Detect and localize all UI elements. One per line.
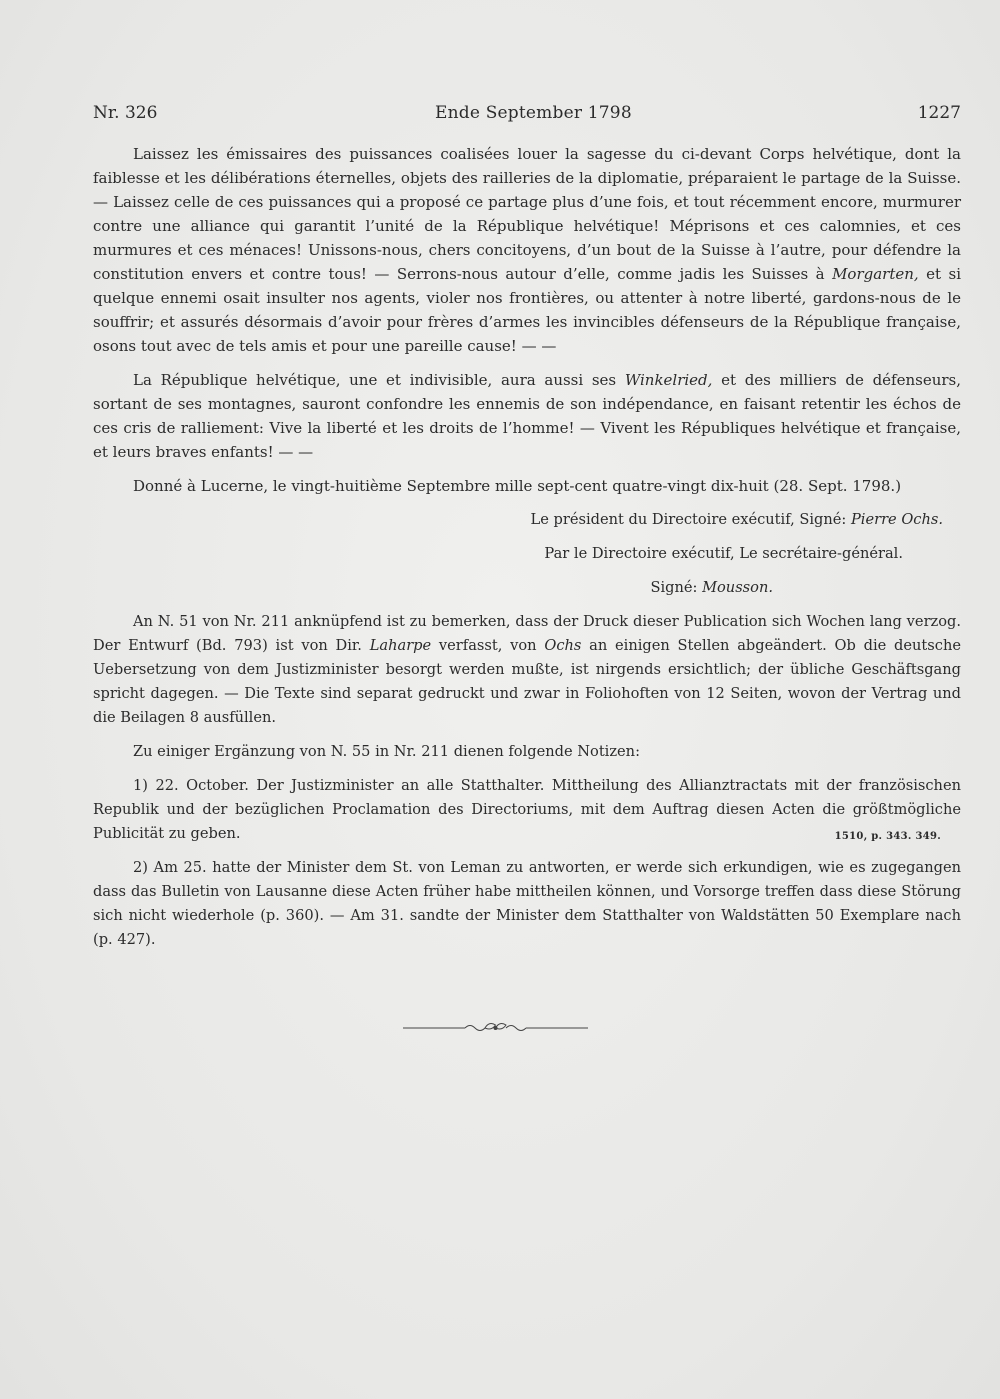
- signature-president-text: Le président du Directoire exécutif, Signé:: [530, 511, 851, 528]
- winkelried-emphasis: Winkelried,: [624, 371, 713, 389]
- signature-president-name: Pierre Ochs.: [850, 511, 943, 528]
- paragraph-2-text-a: La République helvétique, une et indivisible, aura aussi ses: [133, 371, 625, 389]
- page-number: 1227: [917, 103, 961, 123]
- document-number: Nr. 326: [93, 103, 158, 123]
- note-2: 2) Am 25. hatte der Minister dem St. von Leman zu antworten, er werde sich erkundigen, wie es zugegangen dass das Bulletin von Lausanne diese Acten früher habe mittheilen können, und Vorsorge treffen dass diese Störung sich nicht wiederhole (p. 360). — Am 31. sandte der Minister dem Statthalter von Waldstätten 50 Exemplare nach (p. 427).: [93, 859, 961, 948]
- paragraph-1-text-a: Laissez les émissaires des puissances coalisées louer la sagesse du ci-devant Corps helvétique, dont la faiblesse et les délibérations éternelles, objets des railleries de la diplomatie, préparaient le partage de la Suisse. — Laissez celle de ces puissances qui a proposé ce partage plus d’une fois, et tout récemment encore, murmurer contre une alliance qui garantit l’unité de la République helvétique! Méprisons et ces calomnies, et ces murmures et ces ménaces! Unissons-nous, chers concitoyens, d’un bout de la Suisse à l’autre, pour défendre la constitution envers et contre tous! — Serrons-nous autour d’elle, comme jadis les Suisses à: [93, 145, 961, 283]
- paragraph-1-text-b: et si quelque ennemi osait insulter nos agents, violer nos frontières, ou attenter à notre liberté, gardons-nous de le souffrir; et assurés désormais d’avoir pour frères d’armes les invincibles défenseurs de la République française, osons tout avec de tels amis et pour une pareille cause! — —: [93, 265, 962, 355]
- editorial-note-text-b: verfasst, von: [431, 637, 545, 654]
- signature-secretary-text: Signé:: [650, 579, 703, 596]
- note-1-reference: 1510, p. 343. 349.: [834, 831, 941, 842]
- dateline: Donné à Lucerne, le vingt-huitième Septembre mille sept-cent quatre-vingt dix-huit (28. Sept. 1798.): [133, 477, 902, 495]
- editorial-note: [93, 610, 961, 730]
- notes-intro: Zu einiger Ergänzung von N. 55 in Nr. 211 dienen folgende Notizen:: [133, 743, 640, 760]
- note-1-text: 1) 22. October. Der Justizminister an alle Statthalter. Mittheilung des Allianztractats mit der französischen Republik und der bezüglichen Proclamation des Directoriums, mit dem Auftrag diesen Acten die größtmögliche Publicität zu geben.: [93, 777, 961, 842]
- paragraph-2-text-b: et des milliers de défenseurs, sortant de ses montagnes, sauront confondre les ennemis de son indépendance, en faisant retentir les échos de ces cris de ralliement: Vive la liberté et les droits de l’homme! — Vivent les Républiques helvétique et française, et leurs braves enfants! — —: [93, 371, 962, 461]
- note-1: [93, 774, 961, 846]
- morgarten-emphasis: Morgarten,: [832, 265, 919, 283]
- editorial-note-text-a: An N. 51 von Nr. 211 anknüpfend ist zu bemerken, dass der Druck dieser Publication sich Wochen lang verzog. Der Entwurf (Bd. 793) ist von Dir.: [93, 613, 961, 654]
- header-date: Ende September 1798: [435, 103, 632, 123]
- signature-secretary: [93, 576, 961, 600]
- signature-directoire: Par le Directoire exécutif, Le secrétaire-général.: [544, 545, 903, 562]
- ornament-divider: [403, 1018, 588, 1038]
- signature-secretary-name: Mousson.: [702, 579, 773, 596]
- ochs-emphasis: Ochs: [544, 637, 582, 654]
- laharpe-emphasis: Laharpe: [369, 637, 432, 654]
- editorial-note-text-c: an einigen Stellen abgeändert. Ob die deutsche Uebersetzung von dem Justizminister besorgt werden mußte, ist nirgends ersichtlich; der übliche Geschäftsgang spricht dagegen. — Die Texte sind separat gedruckt und zwar in Foliohoften von 12 Seiten, wovon der Vertrag und die Beilagen 8 ausfüllen.: [93, 637, 961, 726]
- page-body: [93, 142, 961, 962]
- paragraph-2: [93, 368, 961, 464]
- running-header: [93, 103, 961, 129]
- signature-president: [93, 508, 961, 532]
- paragraph-1: [93, 142, 961, 358]
